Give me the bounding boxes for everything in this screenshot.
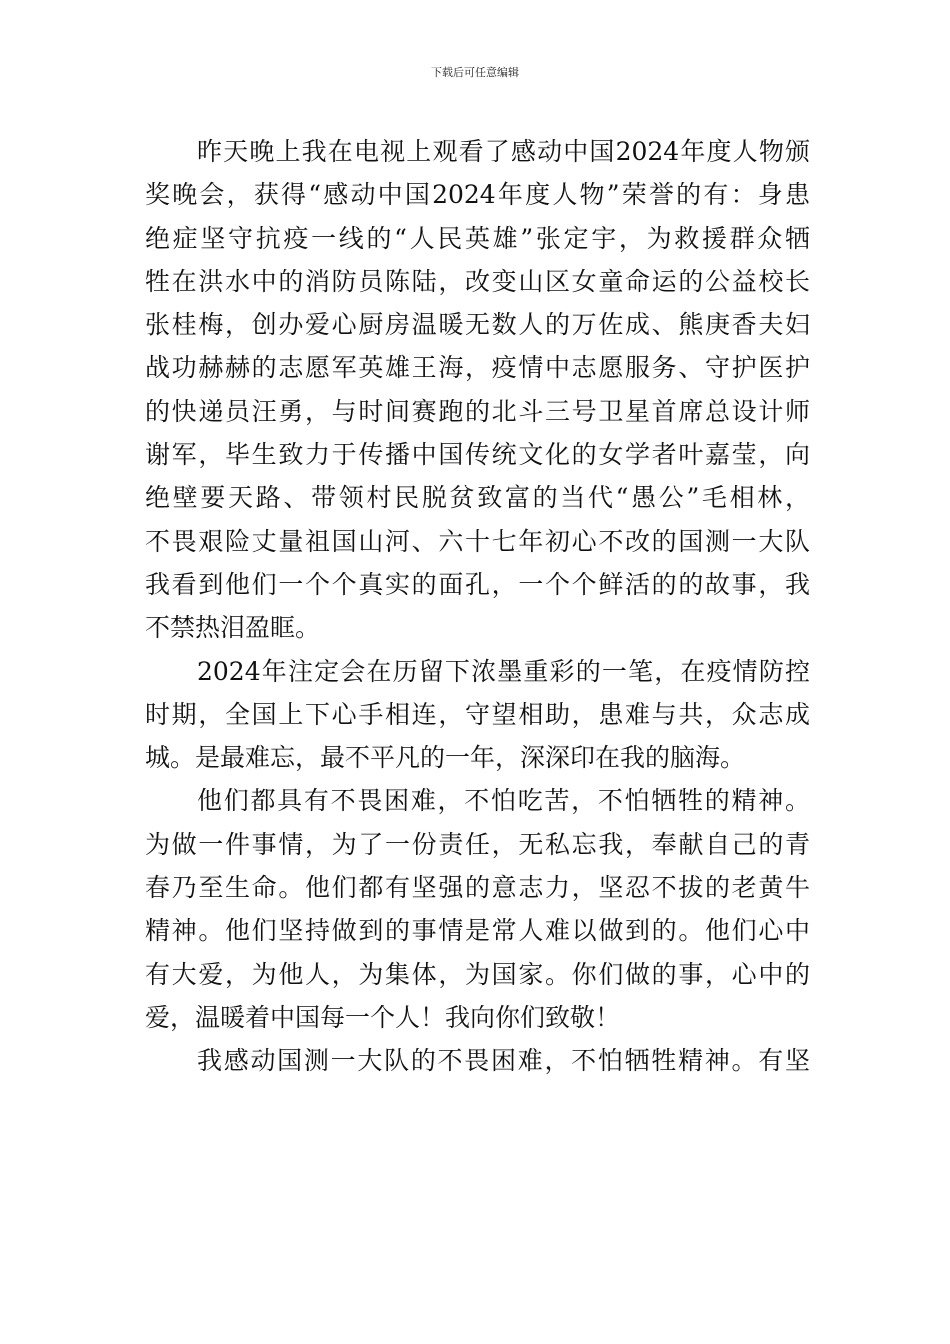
text-line: 爱，温暖着中国每一个人！我向你们致敬！ bbox=[145, 1002, 621, 1032]
text-line: 时期，全国上下心手相连，守望相助，患难与共，众志成 bbox=[145, 699, 810, 729]
text-line: 战功赫赫的志愿军英雄王海，疫情中志愿服务、守护医护 bbox=[145, 353, 810, 383]
text-line: 奖晚会，获得“感动中国2024年度人物”荣誉的有：身患 bbox=[145, 180, 810, 210]
text-line: 绝壁要天路、带领村民脱贫致富的当代“愚公”毛相林， bbox=[145, 483, 810, 513]
text-line: 昨天晚上我在电视上观看了感动中国2024年度人物颁 bbox=[197, 137, 810, 166]
text-line: 他们都具有不畏困难，不怕吃苦，不怕牺牲的精神。 bbox=[197, 786, 810, 816]
text-line: 我看到他们一个个真实的面孔，一个个鲜活的的故事，我 bbox=[145, 569, 810, 599]
text-line: 不禁热泪盈眶。 bbox=[145, 613, 321, 643]
text-line: 精神。他们坚持做到的事情是常人难以做到的。他们心中 bbox=[145, 916, 810, 946]
text-line: 的快递员汪勇，与时间赛跑的北斗三号卫星首席总设计师 bbox=[145, 396, 810, 426]
text-line: 不畏艰险丈量祖国山河、六十七年初心不改的国测一大队 bbox=[145, 526, 810, 556]
text-line: 2024年注定会在历留下浓墨重彩的一笔，在疫情防控 bbox=[197, 656, 810, 686]
text-line: 绝症坚守抗疫一线的“人民英雄”张定宇，为救援群众牺 bbox=[145, 223, 810, 253]
text-line: 春乃至生命。他们都有坚强的意志力，坚忍不拔的老黄牛 bbox=[145, 873, 810, 903]
page-header-watermark: 下载后可任意编辑 bbox=[431, 66, 519, 79]
text-line: 城。是最难忘，最不平凡的一年，深深印在我的脑海。 bbox=[145, 743, 746, 773]
text-line: 为做一件事情，为了一份责任，无私忘我，奉献自己的青 bbox=[145, 829, 810, 859]
document-body bbox=[145, 130, 810, 1083]
text-line: 谢军，毕生致力于传播中国传统文化的女学者叶嘉莹，向 bbox=[145, 440, 810, 470]
text-line: 有大爱，为他人，为集体，为国家。你们做的事，心中的 bbox=[145, 959, 810, 989]
text-line: 我感动国测一大队的不畏困难，不怕牺牲精神。有坚 bbox=[197, 1046, 810, 1076]
text-line: 张桂梅，创办爱心厨房温暖无数人的万佐成、熊庚香夫妇 bbox=[145, 310, 810, 340]
text-line: 牲在洪水中的消防员陈陆，改变山区女童命运的公益校长 bbox=[145, 266, 810, 296]
